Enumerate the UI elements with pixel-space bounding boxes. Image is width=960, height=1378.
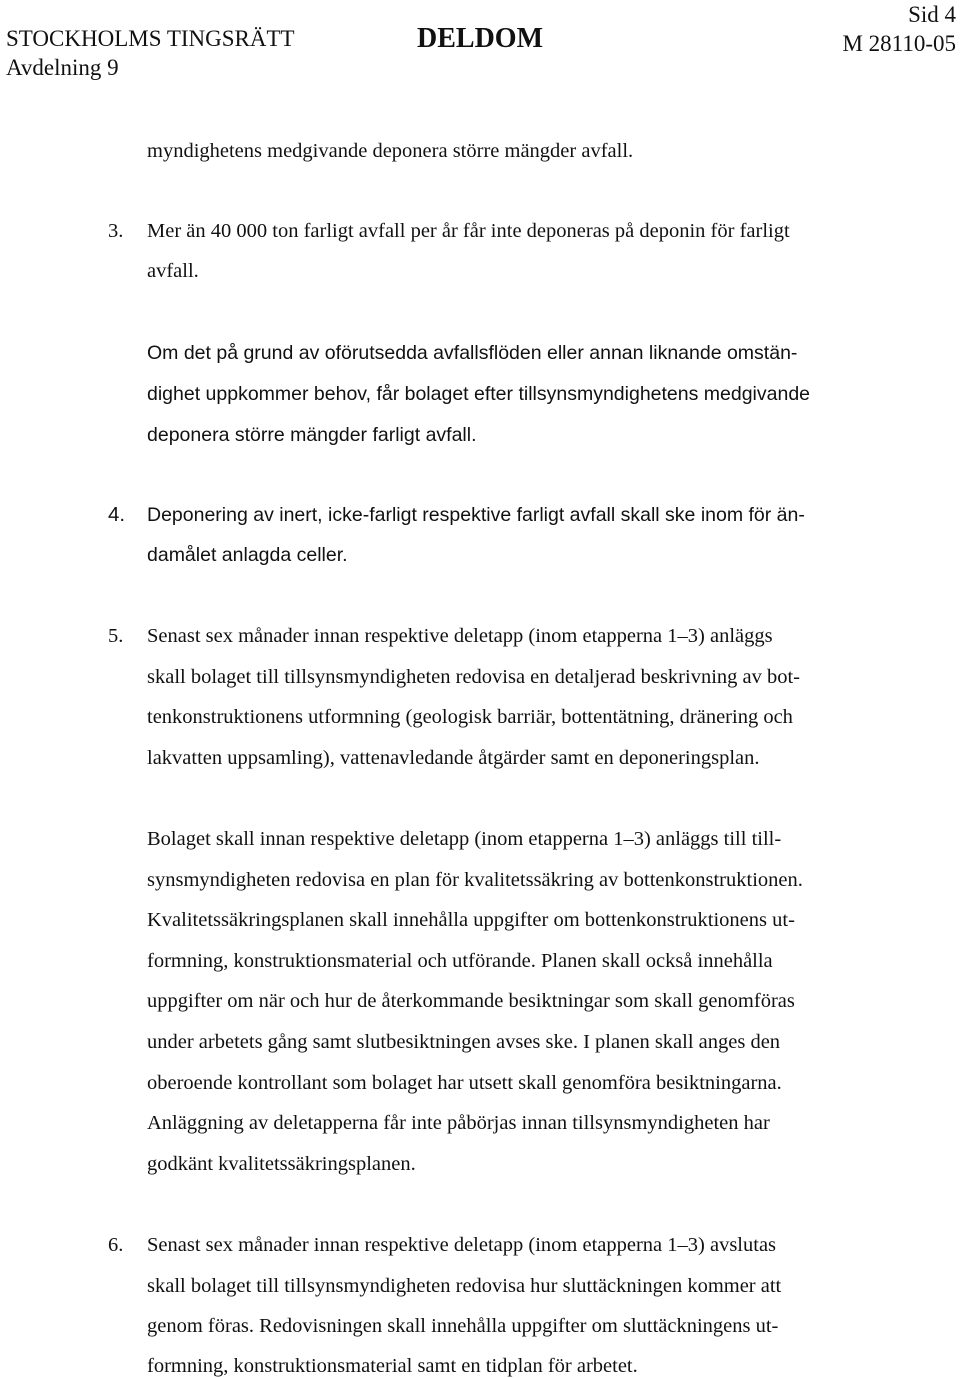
- item-line: avfall.: [147, 260, 199, 282]
- case-number: M 28110-05: [842, 31, 956, 56]
- paragraph-line: under arbetets gång samt slutbesiktningen avses ske. I planen skall anges den: [147, 1031, 781, 1053]
- item-line: formning, konstruktionsmaterial samt en tidplan för arbetet.: [147, 1355, 638, 1377]
- paragraph-line: oberoende kontrollant som bolaget har utsett skall genomföra besiktningarna.: [147, 1072, 782, 1094]
- paragraph-line: uppgifter om när och hur de återkommande besiktningar som skall genomföras: [147, 990, 795, 1012]
- paragraph-line: Anläggning av deletapperna får inte påbörjas innan tillsynsmyndigheten har: [147, 1112, 770, 1134]
- paragraph-line: synsmyndigheten redovisa en plan för kvalitetssäkring av bottenkonstruktionen.: [147, 869, 803, 891]
- item-line: Mer än 40 000 ton farligt avfall per år får inte deponeras på deponin för farligt: [147, 220, 790, 242]
- item-line: genom föras. Redovisningen skall innehålla uppgifter om sluttäckningens ut-: [147, 1315, 779, 1337]
- item-number: 6.: [108, 1234, 124, 1256]
- paragraph-line: dighet uppkommer behov, får bolaget efter tillsynsmyndighetens medgivande: [147, 383, 811, 405]
- court-name: STOCKHOLMS TINGSRÄTT: [6, 26, 295, 51]
- paragraph-line: myndighetens medgivande deponera större mängder avfall.: [147, 140, 634, 162]
- header-right: [842, 0, 956, 58]
- item-number: 3.: [108, 220, 124, 242]
- document-type: DELDOM: [417, 23, 543, 54]
- item-line: damålet anlagda celler.: [147, 544, 348, 566]
- paragraph-line: formning, konstruktionsmaterial och utförande. Planen skall också innehålla: [147, 950, 773, 972]
- item-number: 5.: [108, 625, 124, 647]
- item-line: skall bolaget till tillsynsmyndigheten redovisa en detaljerad beskrivning av bot-: [147, 666, 801, 688]
- paragraph-line: godkänt kvalitetssäkringsplanen.: [147, 1153, 416, 1175]
- paragraph-line: Kvalitetssäkringsplanen skall innehålla uppgifter om bottenkonstruktionens ut-: [147, 909, 795, 931]
- division-name: Avdelning 9: [6, 55, 119, 80]
- item-line: lakvatten uppsamling), vattenavledande åtgärder samt en deponeringsplan.: [147, 747, 760, 769]
- item-line: Deponering av inert, icke-farligt respektive farligt avfall skall ske inom för än-: [147, 504, 805, 526]
- paragraph-line: Om det på grund av oförutsedda avfallsflöden eller annan liknande omstän-: [147, 342, 798, 364]
- item-number: 4.: [108, 503, 126, 526]
- paragraph-line: deponera större mängder farligt avfall.: [147, 424, 477, 446]
- item-line: Senast sex månader innan respektive deletapp (inom etapperna 1–3) avslutas: [147, 1234, 777, 1256]
- page-number: Sid 4: [908, 2, 956, 27]
- item-line: Senast sex månader innan respektive deletapp (inom etapperna 1–3) anläggs: [147, 625, 773, 647]
- paragraph-line: Bolaget skall innan respektive deletapp (inom etapperna 1–3) anläggs till till-: [147, 828, 782, 850]
- item-line: skall bolaget till tillsynsmyndigheten redovisa hur sluttäckningen kommer att: [147, 1275, 782, 1297]
- item-line: tenkonstruktionens utformning (geologisk barriär, bottentätning, dränering och: [147, 706, 793, 728]
